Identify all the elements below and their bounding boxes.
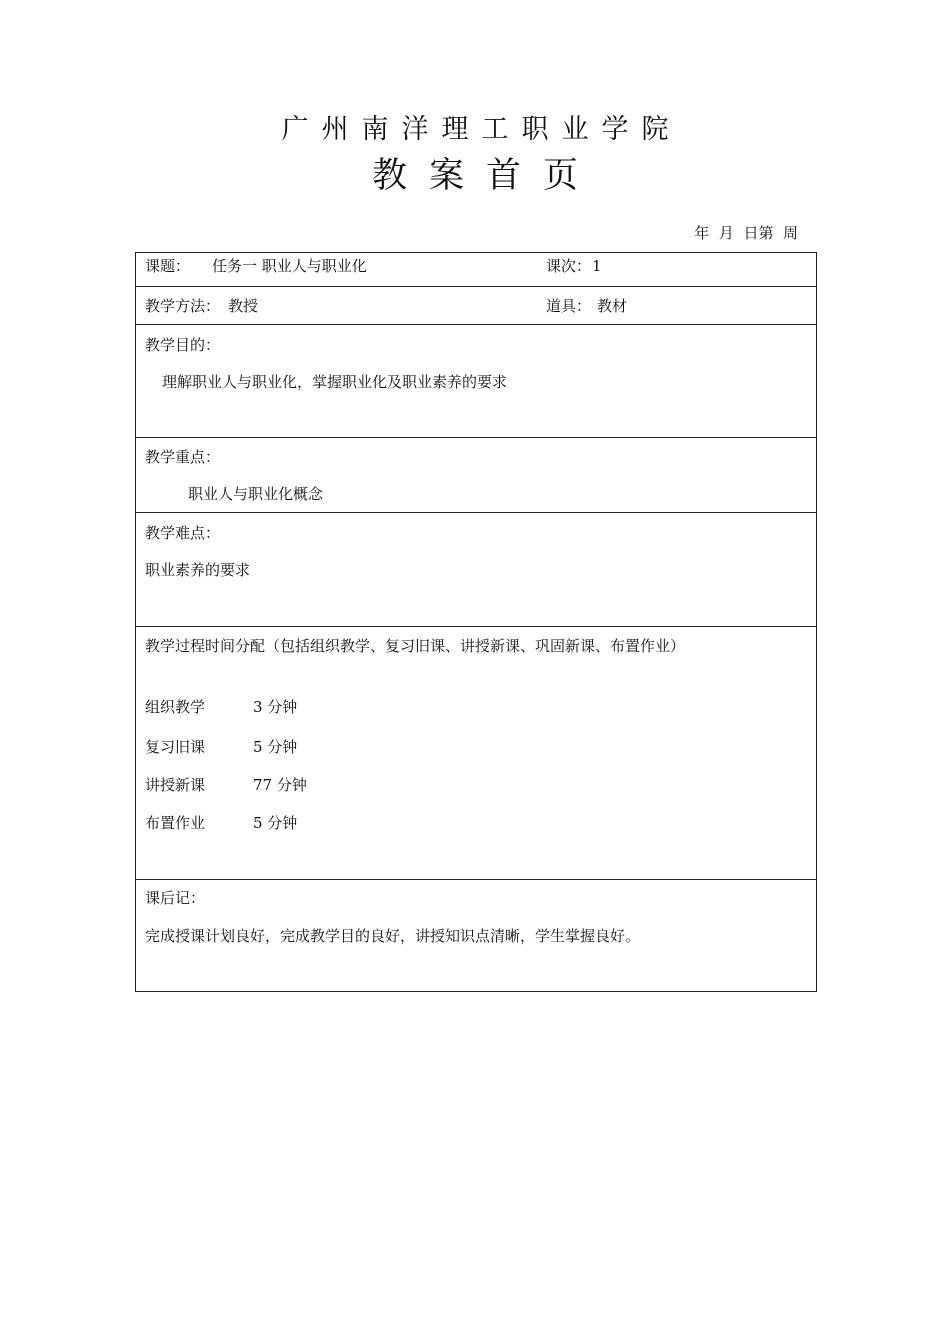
time-item-name: 复习旧课 <box>145 738 206 756</box>
method-value: 教授 <box>228 297 259 315</box>
objectives-text: 理解职业人与职业化，掌握职业化及职业素养的要求 <box>162 373 508 391</box>
lesson-number-label: 课次： <box>546 257 592 275</box>
postscript-label: 课后记： <box>145 889 206 907</box>
objectives-label: 教学目的： <box>145 336 221 354</box>
tools-value: 教材 <box>597 297 628 315</box>
topic-value: 任务一 职业人与职业化 <box>212 257 367 275</box>
time-item-name: 组织教学 <box>145 698 206 716</box>
lesson-number-value: 1 <box>592 257 602 275</box>
difficulties-section <box>136 513 816 627</box>
time-item-name: 讲授新课 <box>145 776 206 794</box>
date-line: 年 月 日第 周 <box>694 224 798 242</box>
objectives-section <box>136 325 816 438</box>
time-allocation-label: 教学过程时间分配（包括组织教学、复习旧课、讲授新课、巩固新课、布置作业） <box>145 637 686 655</box>
difficulties-label: 教学难点： <box>145 524 221 542</box>
time-item-name: 布置作业 <box>145 814 206 832</box>
postscript-section <box>136 880 816 991</box>
method-row <box>136 287 816 325</box>
time-item-duration: 5 分钟 <box>253 814 298 832</box>
key-points-label: 教学重点： <box>145 448 221 466</box>
document-title: 教案首页 <box>371 156 600 196</box>
time-allocation-section <box>136 627 816 880</box>
difficulties-text: 职业素养的要求 <box>145 561 251 579</box>
lesson-plan-table <box>135 252 817 992</box>
method-label: 教学方法： <box>145 297 221 315</box>
key-points-text: 职业人与职业化概念 <box>188 485 324 503</box>
key-points-section <box>136 438 816 513</box>
topic-row <box>136 253 816 287</box>
topic-label: 课题： <box>145 257 191 275</box>
school-name: 广州南洋理工职业学院 <box>281 114 682 145</box>
time-item-duration: 3 分钟 <box>253 698 298 716</box>
tools-label: 道具： <box>546 297 592 315</box>
time-item-duration: 77 分钟 <box>253 776 307 794</box>
time-item-duration: 5 分钟 <box>253 738 298 756</box>
postscript-text: 完成授课计划良好，完成教学目的良好，讲授知识点清晰，学生掌握良好。 <box>145 927 641 945</box>
